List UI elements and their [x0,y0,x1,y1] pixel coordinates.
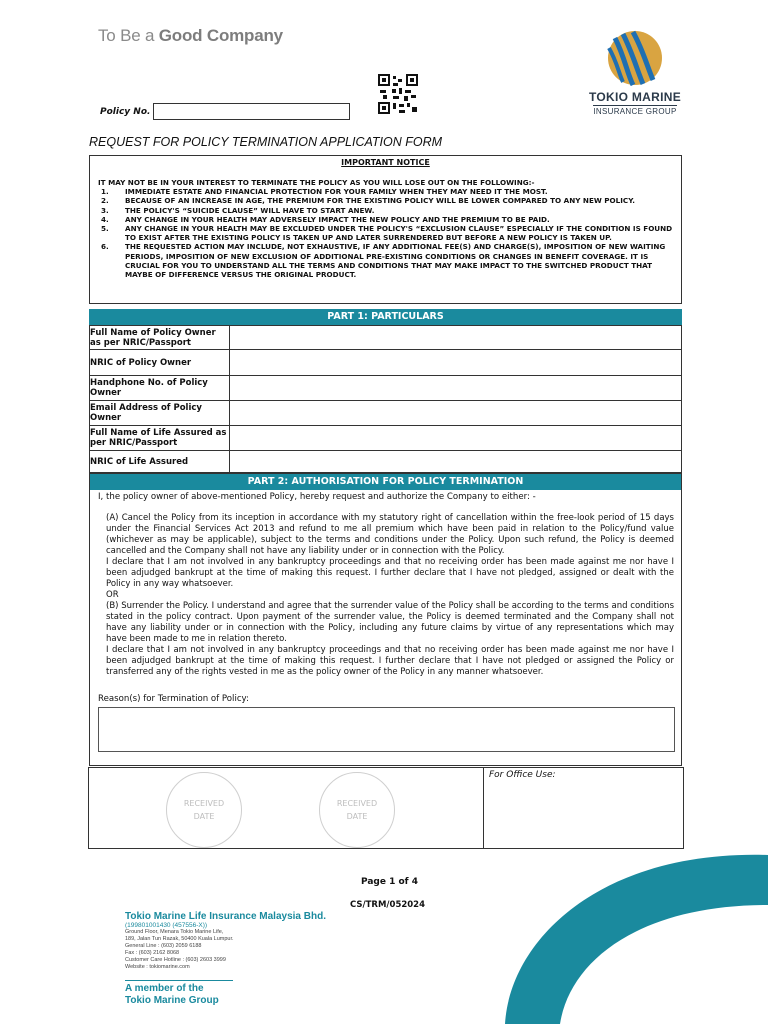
office-use-section [88,767,684,849]
owner-name-field[interactable] [230,326,682,350]
company-info [125,911,326,971]
table-row [90,426,682,451]
page-number: Page 1 of 4 [361,877,418,887]
received-date-stamp: RECEIVED DATE [319,772,395,848]
table-row [90,376,682,401]
field-label: NRIC of Policy Owner [90,350,230,376]
company-reg-no: (199801001430 (457556-X)) [125,922,208,929]
field-label: Email Address of Policy Owner [90,401,230,426]
office-use-label: For Office Use: [489,770,556,780]
declaration-a-text: I declare that I am not involved in any bankruptcy proceedings and that no receiving order has been made against me nor have I been adjudged bankrupt at the time of making this request. I further declare that I have not pledged, assigned or dealt with the Policy in any way whatsoever. [106,557,674,589]
table-row [90,326,682,350]
important-notice [89,155,682,304]
option-b-text: (B) Surrender the Policy. I understand and agree that the surrender value of the Policy shall be according to the terms and conditions stated in the policy contract. Upon payment of the surrender value, the Policy is deemed terminated and the Company shall not have any liability under or in connection with the Policy, including any future claims by virtue of any representations which may have been made to me in relation thereto. [106,601,674,644]
field-label: Full Name of Policy Owner as per NRIC/Passport [90,326,230,350]
part2-title: PART 2: AUTHORISATION FOR POLICY TERMINATION [90,474,681,490]
or-text: OR [106,590,119,600]
company-name: Tokio Marine Life Insurance Malaysia Bhd. [125,911,326,922]
table-row [90,451,682,473]
notice-item: 5. ANY CHANGE IN YOUR HEALTH MAY BE EXCLUDED UNDER THE POLICY'S “EXCLUSION CLAUSE” ESPECIALLY IF THE CONDITION IS FOUND TO EXIST AFTER THE EXISTING POLICY IS TAKEN UP AND LATER SURRENDERED BUT BEFORE A NEW POLICY IS TAKEN UP. [101,224,673,243]
logo-name: TOKIO MARINE [588,90,682,104]
part1-particulars [89,309,682,473]
notice-item: 1. IMMEDIATE ESTATE AND FINANCIAL PROTECTION FOR YOUR FAMILY WHEN THEY MAY NEED IT THE MOST. [101,187,548,197]
table-row [90,350,682,376]
declaration-b-text: I declare that I am not involved in any bankruptcy proceedings and that no receiving order has been made against me nor have I been adjudged bankrupt at the time of making this request. I further declare that I have not pledged or assigned the Policy or transferred any of the rights vested in me as the policy owner of the Policy in any manner whatsoever. [106,645,674,677]
reason-field[interactable] [98,707,675,752]
reason-label: Reason(s) for Termination of Policy: [98,694,249,704]
field-label: Full Name of Life Assured as per NRIC/Passport [90,426,230,451]
notice-item: 3. THE POLICY'S “SUICIDE CLAUSE” WILL HAVE TO START ANEW. [101,205,375,215]
option-a-text: (A) Cancel the Policy from its inception in accordance with my statutory right of cancellation within the free-look period of 15 days under the Financial Services Act 2013 and refund to me all premium which have been paid in relation to the Policy/fund value (whichever as may be applicable), subject to the terms and conditions under the Policy. Upon such refund, the Policy is deemed cancelled and the Company shall not have any liability under or in connection with the Policy. [106,513,674,556]
life-assured-nric-field[interactable] [230,451,682,473]
member-of-group: A member of the Tokio Marine Group [125,980,233,1007]
tagline: To Be a Good Company [98,26,283,45]
field-label: Handphone No. of Policy Owner [90,376,230,401]
logo-group: INSURANCE GROUP [593,107,677,116]
form-code: CS/TRM/052024 [350,900,426,910]
notice-intro: IT MAY NOT BE IN YOUR INTEREST TO TERMINATE THE POLICY AS YOU WILL LOSE OUT ON THE FOLLOWING:- [98,178,535,187]
notice-body [98,178,673,279]
notice-item: 2. BECAUSE OF AN INCREASE IN AGE, THE PREMIUM FOR THE EXISTING POLICY WILL BE LOWER COMPARED TO ANY NEW POLICY. [101,196,635,206]
owner-phone-field[interactable] [230,376,682,401]
part2-authorisation [89,473,682,766]
policy-no-label: Policy No. [100,107,151,117]
particulars-table [89,325,682,473]
part2-body [106,513,674,678]
owner-nric-field[interactable] [230,350,682,376]
logo-emblem-icon [585,28,685,86]
notice-title: IMPORTANT NOTICE [341,158,430,167]
office-divider [483,768,484,848]
table-row [90,401,682,426]
part1-title: PART 1: PARTICULARS [89,309,682,325]
part2-intro: I, the policy owner of above-mentioned Policy, hereby request and authorize the Company to either: - [98,492,536,502]
policy-no-field[interactable] [153,103,350,120]
company-logo [585,28,685,116]
company-address: Ground Floor, Menara Tokio Marine Life, 189, Jalan Tun Razak, 50400 Kuala Lumpur. General Line : (603) 2059 6188 Fax : (603) 2162 8068 Customer Care Hotline : (603) 2603 3999 Website : tokiomarine.com [125,929,234,970]
life-assured-name-field[interactable] [230,426,682,451]
notice-item: 6. THE REQUESTED ACTION MAY INCLUDE, NOT EXHAUSTIVE, IF ANY ADDITIONAL FEE(S) AND CHARGE(S), IMPOSITION OF NEW WAITING PERIODS, IMPOSITION OF NEW EXCLUSION OF ADDITIONAL PRE-EXISTING CONDITIONS OR CHANGES IN BENEFIT COVERAGE. IT IS CRUCIAL FOR YOU TO UNDERSTAND ALL THE TERMS AND CONDITIONS THAT MAY MAKE IMPACT TO THE SWITCHED PRODUCT THAT MAYBE OF DIFFERENCE VERSUS THE ORIGINAL PRODUCT. [101,242,666,280]
received-date-stamp: RECEIVED DATE [166,772,242,848]
qr-code-icon [378,74,418,114]
field-label: NRIC of Life Assured [90,451,230,473]
form-title: REQUEST FOR POLICY TERMINATION APPLICATION FORM [89,135,443,149]
owner-email-field[interactable] [230,401,682,426]
notice-item: 4. ANY CHANGE IN YOUR HEALTH MAY ADVERSELY IMPACT THE NEW POLICY AND THE PREMIUM TO BE PAID. [101,214,550,224]
